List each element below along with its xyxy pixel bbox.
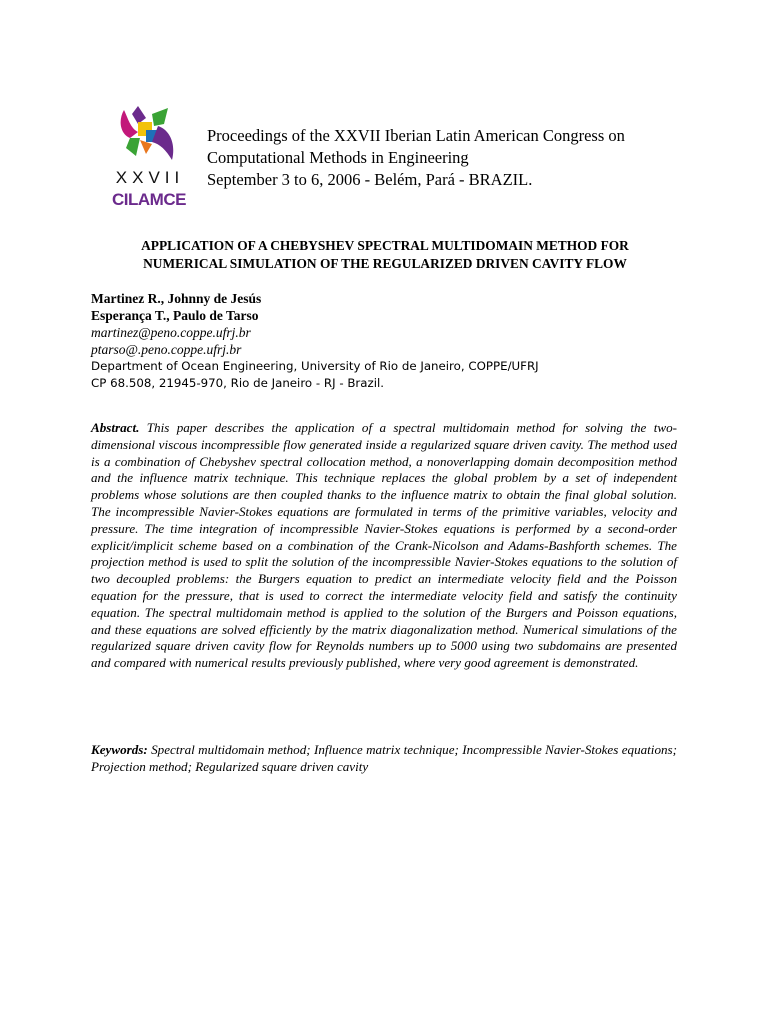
- logo-numeral: XXVII: [115, 168, 185, 187]
- proceedings-line-1: Proceedings of the XXVII Iberian Latin American Congress on: [207, 126, 625, 145]
- paper-title: [88, 237, 682, 273]
- author-email-2[interactable]: ptarso@.peno.coppe.ufrj.br: [91, 342, 242, 357]
- author-block: [91, 290, 691, 392]
- affiliation-line-1: Department of Ocean Engineering, University of Rio de Janeiro, COPPE/UFRJ: [91, 359, 539, 373]
- proceedings-line-3: September 3 to 6, 2006 - Belém, Pará - BRAZIL.: [207, 170, 533, 189]
- congress-emblem-icon: [116, 104, 182, 168]
- keywords-label: Keywords:: [91, 742, 148, 757]
- affiliation-line-2: CP 68.508, 21945-970, Rio de Janeiro - RJ - Brazil.: [91, 376, 385, 390]
- abstract-paragraph: [91, 420, 677, 672]
- keywords-text: Spectral multidomain method; Influence matrix technique; Incompressible Navier-Stokes equations; Projection method; Regularized square driven cavity: [91, 742, 677, 774]
- abstract-text: This paper describes the application of a spectral multidomain method for solving the two-dimensional viscous incompressible flow generated inside a regularized square driven cavity. The method used is a combination of Chebyshev spectral collocation method, a nonoverlapping domain decomposition method and the influence matrix technique. This technique replaces the global problem by a set of independent problems whose solutions are then coupled thanks to the influence matrix to obtain the final global solution. The incompressible Navier-Stokes equations are formulated in terms of the primitive variables, velocity and pressure. The time integration of incompressible Navier-Stokes equations is performed by a second-order explicit/implicit scheme based on a combination of the Crank-Nicolson and Adams-Bashforth schemes. The projection method is used to split the solution of the incompressible Navier-Stokes equations to the solution of two decoupled problems: the Burgers equation to predict an intermediate velocity field and the Poisson equation for the pressure, that is used to correct the intermediate velocity field and satisfy the continuity equation. The spectral multidomain method is applied to the solution of the Burgers and Poisson equations, and these equations are solved efficiently by the matrix diagonalization method. Numerical simulations of the regularized square driven cavity flow for Reynolds numbers up to 5000 using two subdomains are presented and compared with numerical results previously published, where very good agreement is demonstrated.: [91, 420, 677, 671]
- proceedings-header: [207, 125, 727, 191]
- abstract-label: Abstract.: [91, 420, 140, 435]
- title-line-2: NUMERICAL SIMULATION OF THE REGULARIZED DRIVEN CAVITY FLOW: [143, 256, 627, 271]
- keywords-paragraph: [91, 741, 677, 775]
- author-1: Martinez R., Johnny de Jesús: [91, 291, 262, 306]
- author-email-1[interactable]: martinez@peno.coppe.ufrj.br: [91, 325, 251, 340]
- logo-name: CILAMCE: [112, 190, 186, 209]
- author-2: Esperança T., Paulo de Tarso: [91, 308, 259, 323]
- cilamce-logo: [106, 104, 192, 210]
- proceedings-line-2: Computational Methods in Engineering: [207, 148, 469, 167]
- title-line-1: APPLICATION OF A CHEBYSHEV SPECTRAL MULTIDOMAIN METHOD FOR: [141, 238, 629, 253]
